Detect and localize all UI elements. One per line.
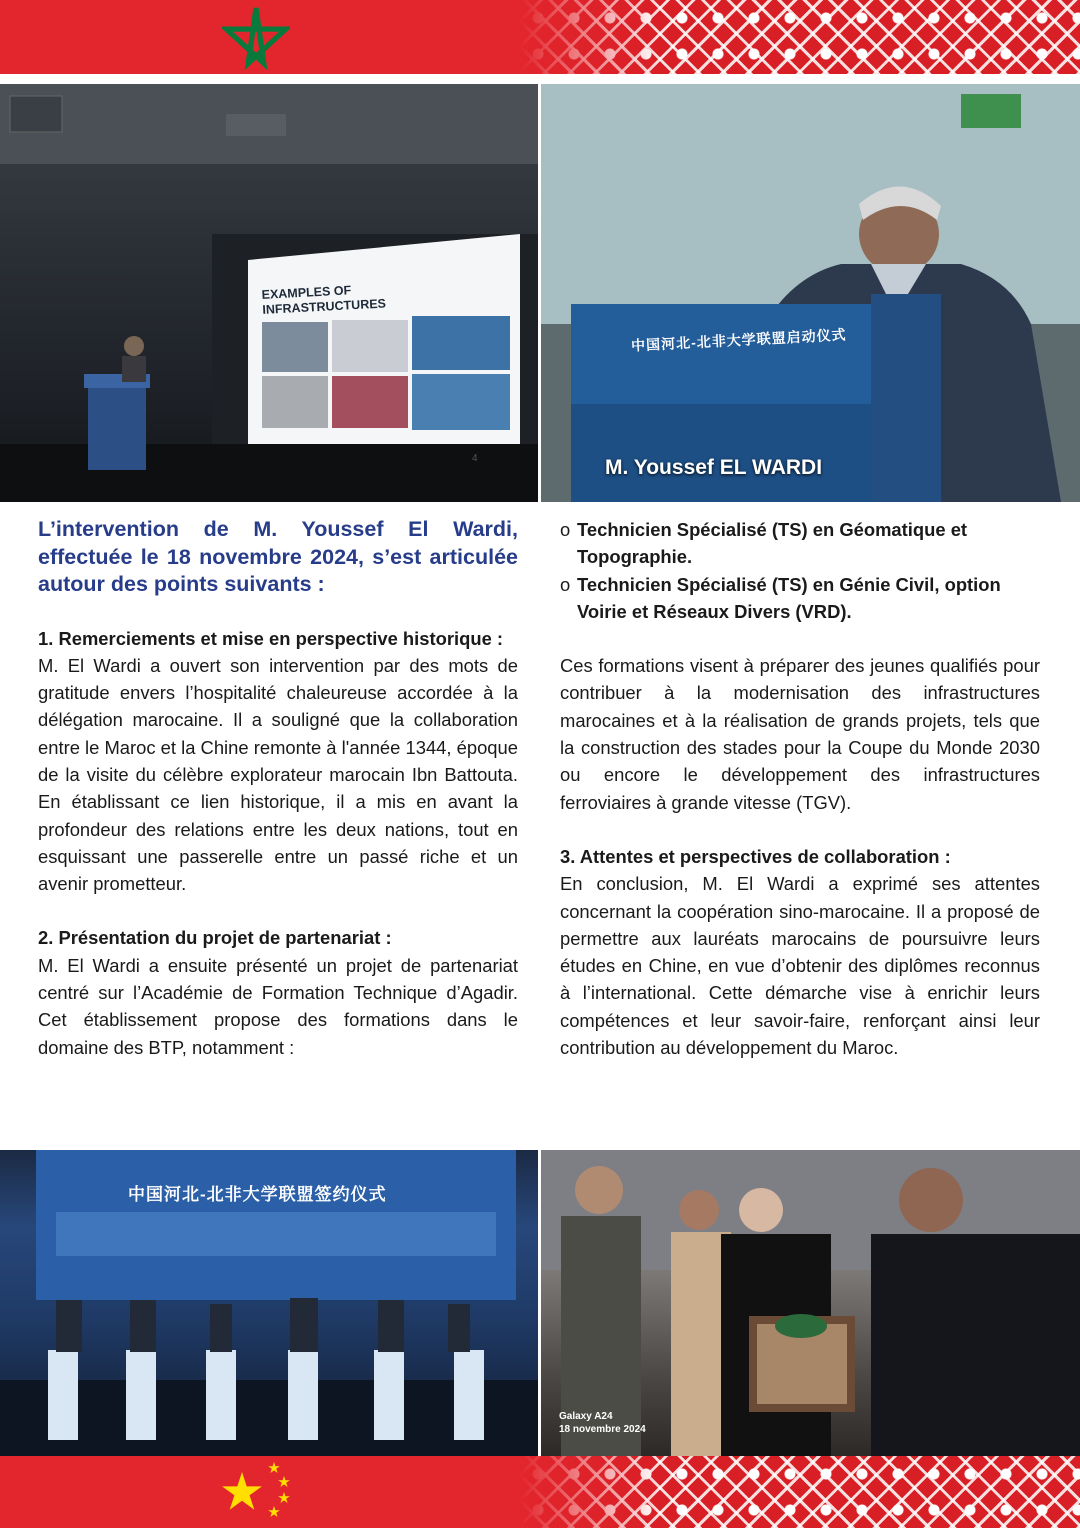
section-1-text: M. El Wardi a ouvert son intervention par des mots de gratitude envers l’hospitalité chaleureuse accordée à la délégation marocaine. Il a souligné que la collaboration entre le Maroc et la Chine remonte à l'année 1344, époque de la visite du célèbre explorateur marocain Ibn Battouta. En établissant ce lien historique, il a mis en avant la profondeur des relations entre les deux nations, tout en esquissant une passerelle entre un passé riche et un avenir prometteur.: [38, 654, 518, 895]
bullet-marker: o: [560, 519, 571, 540]
speaker-scene: [541, 84, 1080, 502]
article-headline: L’intervention de M. Youssef El Wardi, effectuée le 18 novembre 2024, s’est articulée autour des points suivants :: [38, 517, 518, 596]
slide-title: EXAMPLES OF INFRASTRUCTURES: [261, 283, 387, 317]
camera-model: Galaxy A24: [559, 1411, 613, 1422]
section-2-text: M. El Wardi a ensuite présenté un projet de partenariat centré sur l’Académie de Formation Technique d’Agadir. Cet établissement propose des formations dans le domaine des BTP, notamment :: [38, 954, 518, 1058]
formations-paragraph: Ces formations visent à préparer des jeunes qualifiés pour contribuer à la modernisation des infrastructures marocaines et à la réalisation de grands projets, tels que la construction des stades pour la Coupe du Monde 2030 ou encore le développement des infrastructures ferroviaires à grande vitesse (TGV).: [560, 655, 1040, 813]
photo-signing-ceremony: [0, 1150, 538, 1456]
bullet-marker: o: [560, 573, 571, 595]
right-column: [560, 516, 1040, 1061]
photo-date: 18 novembre 2024: [559, 1424, 646, 1435]
section-3-title: 3. Attentes et perspectives de collaboration :: [560, 845, 951, 867]
top-banner: [0, 0, 1080, 74]
bullet-item: [560, 516, 1040, 571]
section-3-text: En conclusion, M. El Wardi a exprimé ses attentes concernant la coopération sino-marocaine. Il a proposé de permettre aux lauréats marocains de poursuivre leurs études en Chine, en vue d’obtenir des diplômes reconnus à l’international. Cette démarche vise à enrichir leurs compétences et leur savoir-faire, renforçant ainsi leur contribution au développement du Maroc.: [560, 873, 1040, 1059]
bottom-banner: [0, 1456, 1080, 1528]
bullet-text: Technicien Spécialisé (TS) en Géomatique et Topographie.: [577, 519, 968, 568]
camera-watermark: [559, 1410, 646, 1436]
section-1-title: 1. Remerciements et mise en perspective historique :: [38, 627, 504, 649]
bottom-banner-pattern: [520, 1456, 1080, 1528]
ceremony-banner-text: 中国河北-北非大学联盟签约仪式: [128, 1185, 387, 1204]
bullet-item: [560, 571, 1040, 626]
photo-presentation-stage: [0, 84, 538, 502]
slide-page-number: 4: [472, 453, 478, 464]
photo-gift-exchange: [541, 1150, 1080, 1456]
top-banner-pattern: [520, 0, 1080, 74]
china-stars-icon: [220, 1460, 304, 1524]
speaker-caption: M. Youssef EL WARDI: [605, 456, 823, 479]
section-2-title: 2. Présentation du projet de partenariat :: [38, 927, 392, 949]
morocco-star-icon: [222, 4, 290, 70]
photo-speaker-podium: [541, 84, 1080, 502]
podium-banner-text: 中国河北-北非大学联盟启动仪式: [630, 326, 847, 354]
left-column: [38, 516, 518, 1061]
bullet-text: Technicien Spécialisé (TS) en Génie Civil, option Voirie et Réseaux Divers (VRD).: [577, 573, 1001, 622]
